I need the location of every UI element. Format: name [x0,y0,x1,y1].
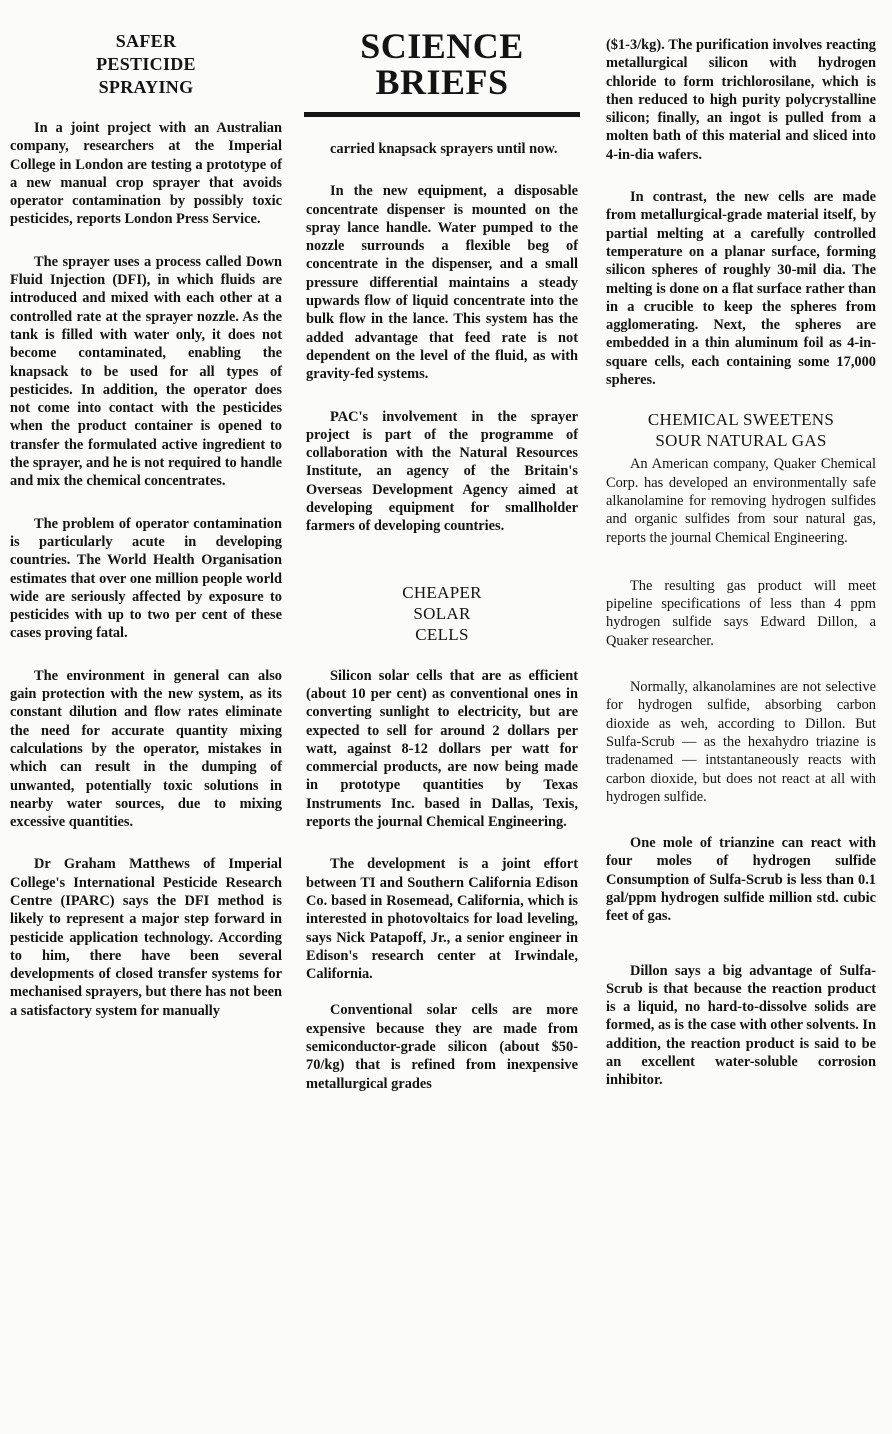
paragraph: The problem of operator contamination is particularly acute in developing countries. The World Health Organisation estimates that over one million people world wide are seriously affected by exposure to pesticides with up to two per cent of these cases proving fatal. [10,515,282,642]
paragraph: In a joint project with an Australian company, researchers at the Imperial College in London are testing a prototype of a new manual crop sprayer that avoids operator contamination by possibly toxic pesticides, reports London Press Service. [10,120,282,228]
paragraph: One mole of trianzine can react with four moles of hydrogen sulfide Consumption of Sulfa-Scrub is less than 0.1 gal/ppm hydrogen sulfide million std. cubic feet of gas. [606,835,876,925]
title-rule [304,112,580,117]
paragraph: Silicon solar cells that are as efficient (about 10 per cent) as conventional ones in converting sunlight to electricity, but are expected to sell for around 2 dollars per watt, against 8-12 dollars per watt for commercial products, are now being made in prototype quantities by Texas Instruments Inc. based in Dallas, Texis, reports the journal Chemical Engineering. [306,667,578,831]
headline-chemical-sweetens-sour-natural-gas [606,409,876,451]
paragraph: Normally, alkanolamines are not selective for hydrogen sulfide, absorbing carbon dioxide as weh, according to Dillon. But Sulfa-Scrub — as the hexahydro triazine is tradenamed — intstantaneously reacts with carbon dioxide, but does not react at all with hydrogen sulfide. [606,679,876,805]
headline-line: CHEMICAL SWEETENS [647,410,835,430]
headline-line: SAFER [115,31,177,51]
paragraph: An American company, Quaker Chemical Corp. has developed an environmentally safe alkanolamine for removing hydrogen sulfides and organic sulfides from sour natural gas, reports the journal Chemical Engineering. [606,456,876,546]
paragraph: Dillon says a big advantage of Sulfa-Scrub is that because the reaction product is a liquid, no hard-to-dissolve solids are formed, as is the case with other solvents. In addition, the reaction product is said to be an excellent water-soluble corrosion inhibitor. [606,962,876,1089]
section-title [306,28,578,100]
paragraph: The development is a joint effort between TI and Southern California Edison Co. based in Rosemead, California, which is interested in photovoltaics for load leveling, says Nick Patapoff, Jr., a senior engineer in Edison's research center at Irwindale, California. [306,856,578,983]
paragraph: ($1-3/kg). The purification involves reacting metallurgical silicon with hydrogen chloride to form trichlorosilane, which is then reduced to high purity polycrystalline silicon; finally, an ingot is pulled from a molten bath of this material and sliced into 4-in-dia wafers. [606,37,876,163]
headline-line: SOUR NATURAL GAS [655,431,827,451]
headline-line: SOLAR [413,603,471,623]
paragraph: The sprayer uses a process called Down Fluid Injection (DFI), in which fluids are introduced and mixed with each other at a controlled rate at the sprayer nozzle. As the tank is filled with water only, it does not become contaminated, enabling the knapsack to be used for all types of pesticides. In addition, the operator does not come into contact with the pesticides when the product container is opened to transfer the formulated active ingredient to the sprayer, and he is not required to handle and mix the chemical concentrates. [10,253,282,490]
headline-line: CELLS [415,624,469,644]
paragraph: PAC's involvement in the sprayer project is part of the programme of collaboration with the Natural Resources Institute, an agency of the Britain's Overseas Development Agency aimed at developing equipment for smallholder farmers of developing countries. [306,408,578,535]
paragraph: In contrast, the new cells are made from metallurgical-grade material itself, by partial melting at a carefully controlled temperature on a planar surface, forming silicon spheres of roughly 30-mil dia. The melting is done on a flat surface rather than in a crucible to keep the spheres from agglomerating. Next, the spheres are embedded in a thin aluminum foil as 4-in-square cells, each containing some 17,000 spheres. [606,189,876,389]
column-2-body [306,140,578,1093]
headline-line: SPRAYING [98,77,194,97]
paragraph: The environment in general can also gain protection with the new system, as its constant dilution and flow rates eliminate the need for accurate quantity mixing calculations by the operator, mistakes in which can result in the dumping of unwanted, potentially toxic solutions in nearby water sources, due to mixing excessive quantities. [10,667,282,831]
paragraph: Dr Graham Matthews of Imperial College's International Pesticide Research Centre (IPARC) says the DFI method is likely to represent a major step forward in pesticide application technology. According to him, there have been several developments of closed transfer systems for mechanised sprayers, but there has not been a satisfactory system for manually [10,856,282,1019]
column-1 [10,30,282,1020]
headline-safer-pesticide-spraying [10,30,282,99]
column-3 [606,36,876,1090]
headline-line: PESTICIDE [96,54,196,74]
headline-line: CHEAPER [402,582,482,602]
paragraph: carried knapsack sprayers until now. [330,141,558,157]
paragraph: The resulting gas product will meet pipeline specifications of less than 4 ppm hydrogen sulfide says Edward Dillon, a Quaker researcher. [606,577,876,649]
paragraph: Conventional solar cells are more expensive because they are made from semiconductor-grade silicon (about $50-70/kg) that is refined from inexpensive metallurgical grades [306,1002,578,1092]
title-line: SCIENCE [360,26,524,66]
paragraph: In the new equipment, a disposable concentrate dispenser is mounted on the spray lance handle. Water pumped to the nozzle surrounds a flexible beg of concentrate in the dispenser, and a small pressure differential maintains a steady upwards flow of liquid concentrate into the bulk flow in the lance. This system has the added advantage that feed rate is not dependent on the level of the fluid, as with gravity-fed systems. [306,183,578,383]
column-2 [306,28,578,100]
title-line: BRIEFS [375,62,509,102]
headline-cheaper-solar-cells [306,582,578,645]
